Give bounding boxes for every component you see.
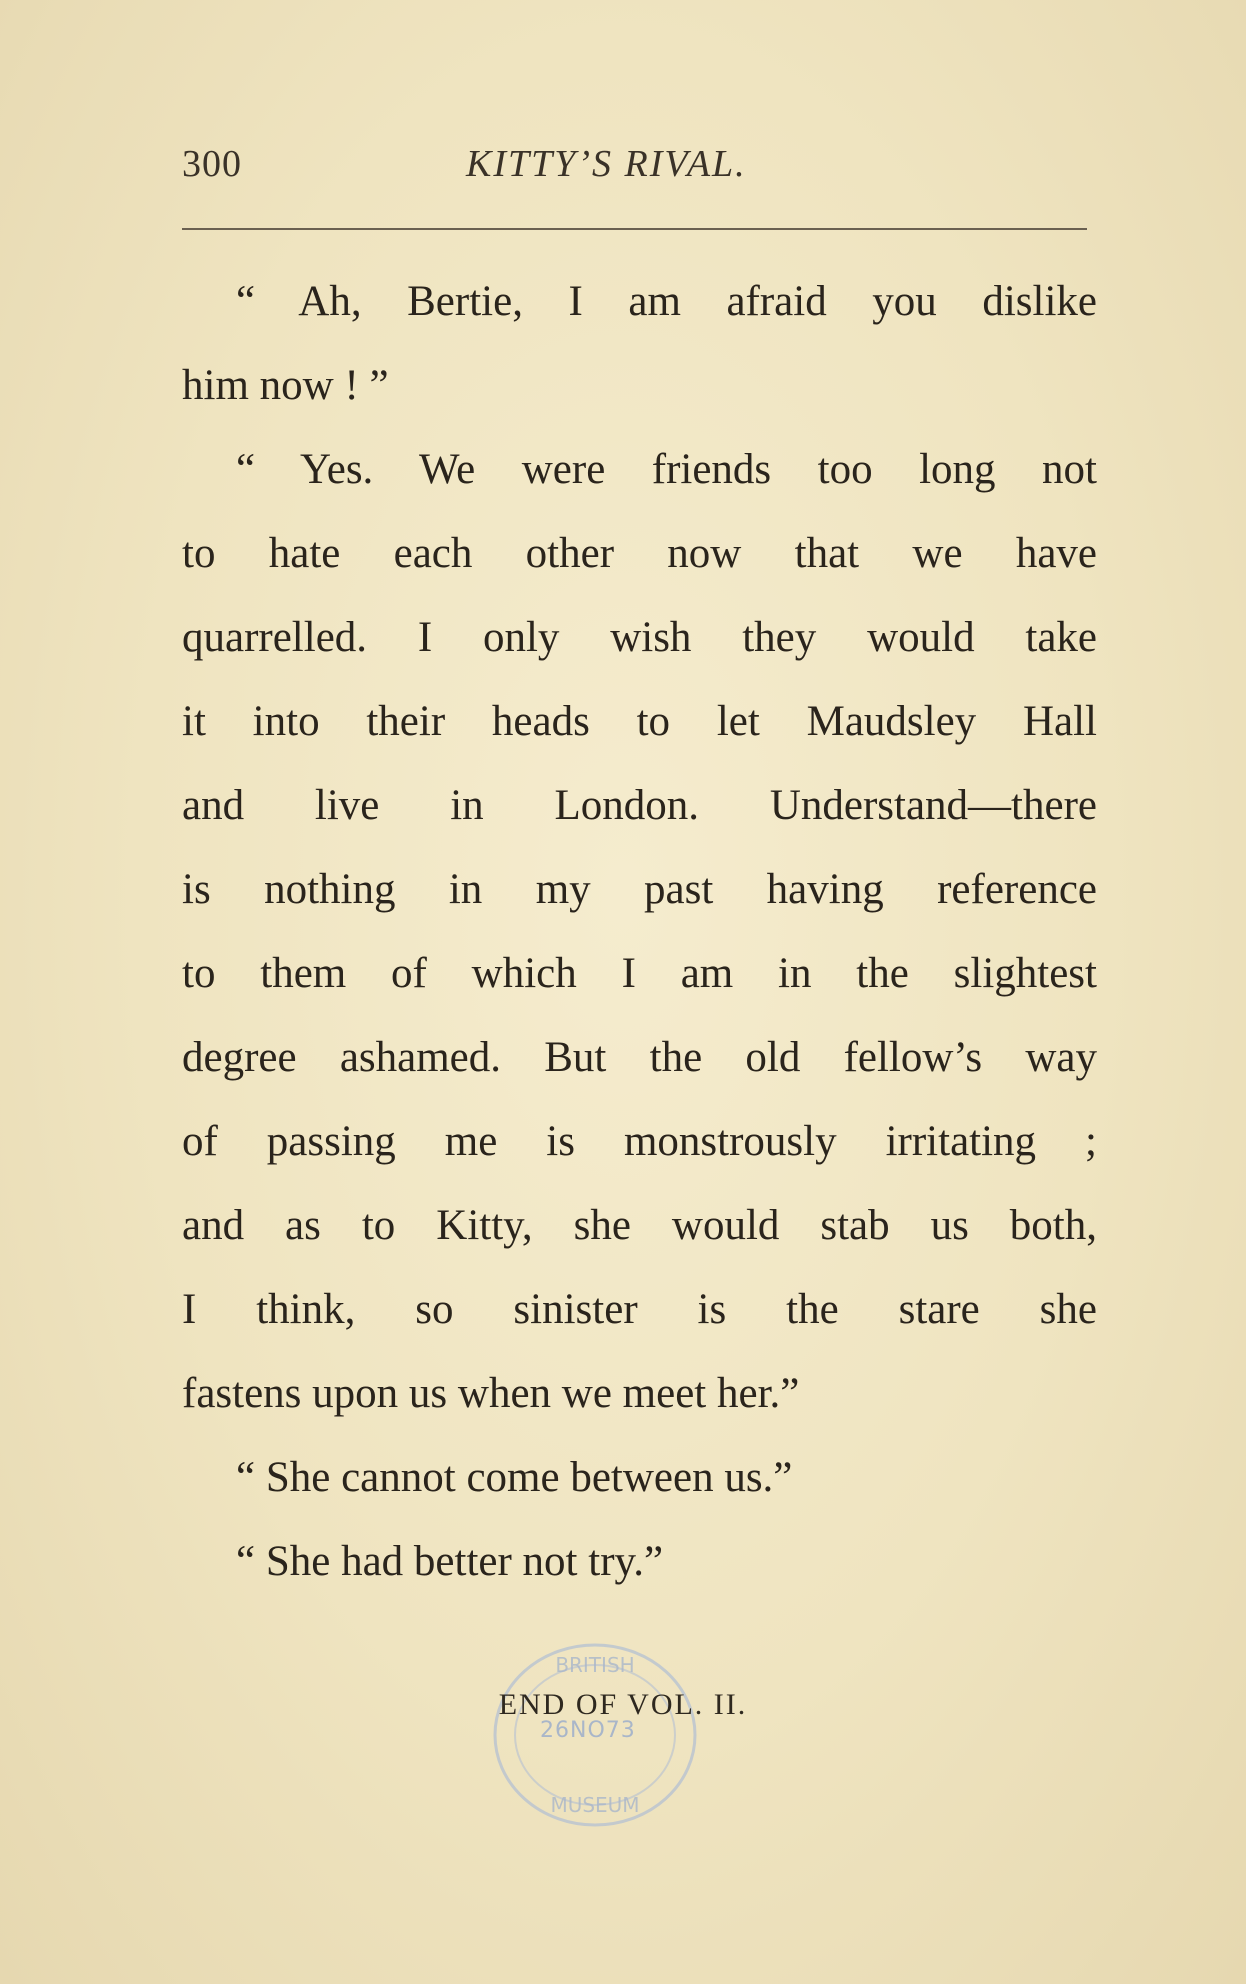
text-line: quarrelled. I only wish they would take <box>182 614 1097 661</box>
text-line: him now ! ” <box>182 362 389 409</box>
header-rule <box>182 228 1087 230</box>
page-header <box>182 142 1092 202</box>
text-line: is nothing in my past having reference <box>182 866 1097 913</box>
running-title: KITTY’S RIVAL. <box>466 143 747 185</box>
stamp-date: 26NO73 <box>540 1718 636 1743</box>
svg-text:BRITISH: BRITISH <box>555 1653 635 1677</box>
text-line: “ Yes. We were friends too long not <box>236 446 1097 493</box>
text-line: to them of which I am in the slightest <box>182 950 1097 997</box>
text-line: it into their heads to let Maudsley Hall <box>182 698 1097 745</box>
text-line: “ She had better not try.” <box>236 1538 664 1585</box>
text-line: of passing me is monstrously irritating ; <box>182 1118 1097 1165</box>
library-stamp <box>480 1630 710 1840</box>
end-of-volume-note: END OF VOL. II. <box>498 1688 748 1721</box>
text-line: to hate each other now that we have <box>182 530 1097 577</box>
text-line: degree ashamed. But the old fellow’s way <box>182 1034 1097 1081</box>
text-line: and live in London. Understand—there <box>182 782 1097 829</box>
text-line: “ She cannot come between us.” <box>236 1454 793 1501</box>
text-line: “ Ah, Bertie, I am afraid you dislike <box>236 278 1097 325</box>
text-line: fastens upon us when we meet her.” <box>182 1370 800 1417</box>
page-number: 300 <box>182 143 242 185</box>
body-text <box>182 260 1097 1604</box>
svg-text:MUSEUM: MUSEUM <box>550 1793 640 1817</box>
text-line: and as to Kitty, she would stab us both, <box>182 1202 1097 1249</box>
text-line: I think, so sinister is the stare she <box>182 1286 1097 1333</box>
